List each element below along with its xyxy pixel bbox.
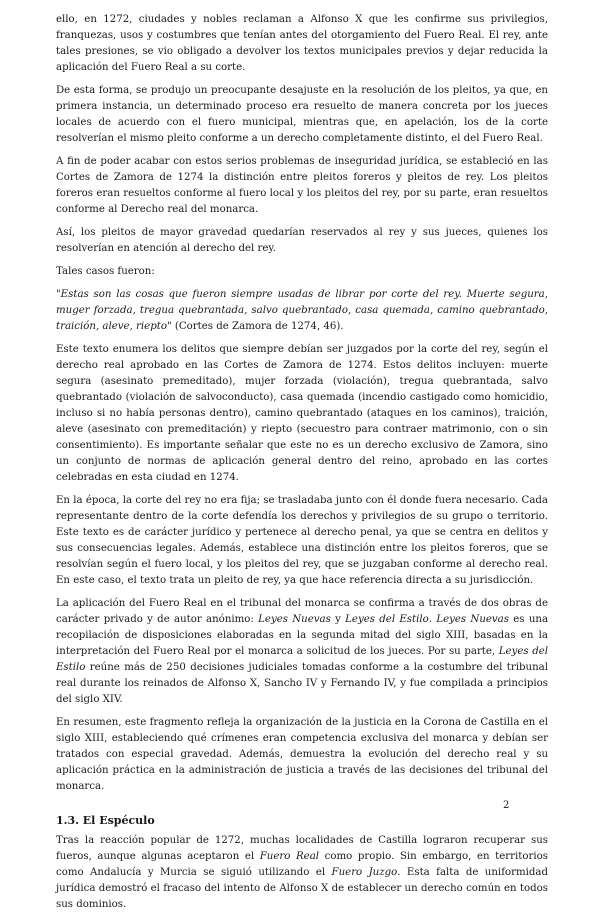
paragraph-delitos: Este texto enumera los delitos que siempre debían ser juzgados por la corte del rey, según el derecho real aprobado en las Cortes de Zamora de 1274. Estos delitos incluyen: muerte segura (asesinato premeditado), mujer forzada (violación), tregua quebrantada, salvo quebrantado (violación de salvoconducto), casa quemada (incendio castigado como homicidio, incluso si no había personas dentro), camino quebrantado (ataques en los caminos), traición, aleve (asesinato con premeditación) y riepto (secuestro para contraer matrimonio, con o sin consentimiento). Es importante señalar que este no es un derecho exclusivo de Zamora, sino un conjunto de normas de aplicación general dentro del reino, aprobado en las cortes celebradas en esta ciudad en 1274.: [56, 344, 548, 483]
italic-title: Leyes Nuevas: [258, 614, 331, 625]
text-run: es una recopilación de disposiciones elaboradas en la segunda mitad del siglo XIII, basadas en la interpretación del Fuero Real por el monarca a solicitud de los jueces. Por su parte,: [56, 614, 549, 657]
italic-title: Leyes Nuevas: [436, 614, 509, 625]
paragraph-resumen: En resumen, este fragmento refleja la organización de la justicia en la Corona de Castilla en el siglo XIII, estableciendo qué crímenes eran competencia exclusiva del monarca y debían ser tratados con especial gravedad. Además, demuestra la evolución del derecho real y su aplicación práctica en la administración de justicia a través de las decisiones del tribunal del monarca.: [56, 717, 548, 792]
paragraph-tales-casos: Tales casos fueron:: [56, 266, 155, 277]
page-number: 2: [503, 800, 510, 811]
paragraph-cortes-zamora: A fin de poder acabar con estos serios problemas de inseguridad jurídica, se estableció en las Cortes de Zamora de 1274 la distinción entre pleitos foreros y pleitos de rey. Los pleitos foreros eran resueltos conforme al fuero local y los pleitos del rey, por su parte, eran resueltos conforme al Derecho real del monarca.: [56, 156, 548, 215]
text-run: reúne más de 250 decisiones judiciales tomadas conforme a la costumbre del tribunal real durante los reinados de Alfonso X, Sancho IV y Fernando IV, y fue compilada a principios del siglo XIV.: [56, 662, 548, 705]
text-run: como propio. Sin embargo, en territorios como Andalucía y Murcia se siguió utilizando el: [56, 851, 548, 878]
text-run: Tras la reacción popular de 1272, muchas localidades de Castilla lograron recuperar sus fueros, aunque algunas aceptaron el: [56, 835, 548, 862]
text-run: y: [330, 614, 346, 625]
paragraph-pleitos-gravedad: Así, los pleitos de mayor gravedad quedarían reservados al rey y sus jueces, quienes los resolverían en atención al derecho del rey.: [56, 227, 548, 254]
quote-text: "Estas son las cosas que fueron siempre usadas de librar por corte del rey. Muerte segura, muger forzada, tregua quebrantada, salvo quebrantado, casa quemada, camino quebrantado, traición, aleve, riepto": [56, 289, 548, 332]
section-heading: 1.3. El Espéculo: [56, 814, 155, 827]
paragraph-corte-epoca: En la época, la corte del rey no era fija; se trasladaba junto con él donde fuera necesario. Cada representante dentro de la corte defendía los derechos y privilegios de su grupo o territorio. Este texto es de carácter jurídico y pertenece al derecho penal, ya que se centra en delitos y sus consecuencias legales. Además, establece una distinción entre los pleitos foreros, que se resolvían según el fuero local, y los pleitos del rey, que se juzgaban conforme al derecho real. En este caso, el texto trata un pleito de rey, ya que hace referencia directa a su jurisdicción.: [56, 495, 548, 586]
paragraph-leyes: [56, 596, 548, 708]
italic-title: Leyes del Estilo: [345, 614, 429, 625]
quote-block: [56, 287, 548, 335]
paragraph-fuero-real-reclamation: ello, en 1272, ciudades y nobles reclaman a Alfonso X que les confirme sus privilegios, franquezas, usos y costumbres que tenían antes del otorgamiento del Fuero Real. El rey, ante tales presiones, se vio obligado a devolver los textos municipales previos y dejar reducida la aplicación del Fuero Real a su corte.: [56, 14, 548, 73]
paragraph-especulo: [56, 833, 548, 913]
text-run: . Esta falta de uniformidad jurídica demostró el fracaso del intento de Alfonso X de establecer un derecho común en todos sus dominios.: [56, 867, 548, 910]
italic-title: Fuero Real: [259, 851, 320, 862]
paragraph-desajuste: De esta forma, se produjo un preocupante desajuste en la resolución de los pleitos, ya que, en primera instancia, un determinado proceso era resuelto de manera concreta por los jueces locales de acuerdo con el fuero municipal, mientras que, en apelación, los de la corte resolverían el mismo pleito conforme a un derecho completamente distinto, el del Fuero Real.: [56, 85, 548, 144]
quote-reference: (Cortes de Zamora de 1274, 46).: [171, 321, 344, 332]
text-run: .: [428, 614, 437, 625]
italic-title: Leyes del Estilo: [56, 646, 548, 673]
text-run: La aplicación del Fuero Real en el tribunal del monarca se confirma a través de dos obras de carácter privado y de autor anónimo:: [56, 598, 548, 625]
italic-title: Fuero Juzgo: [331, 867, 398, 878]
